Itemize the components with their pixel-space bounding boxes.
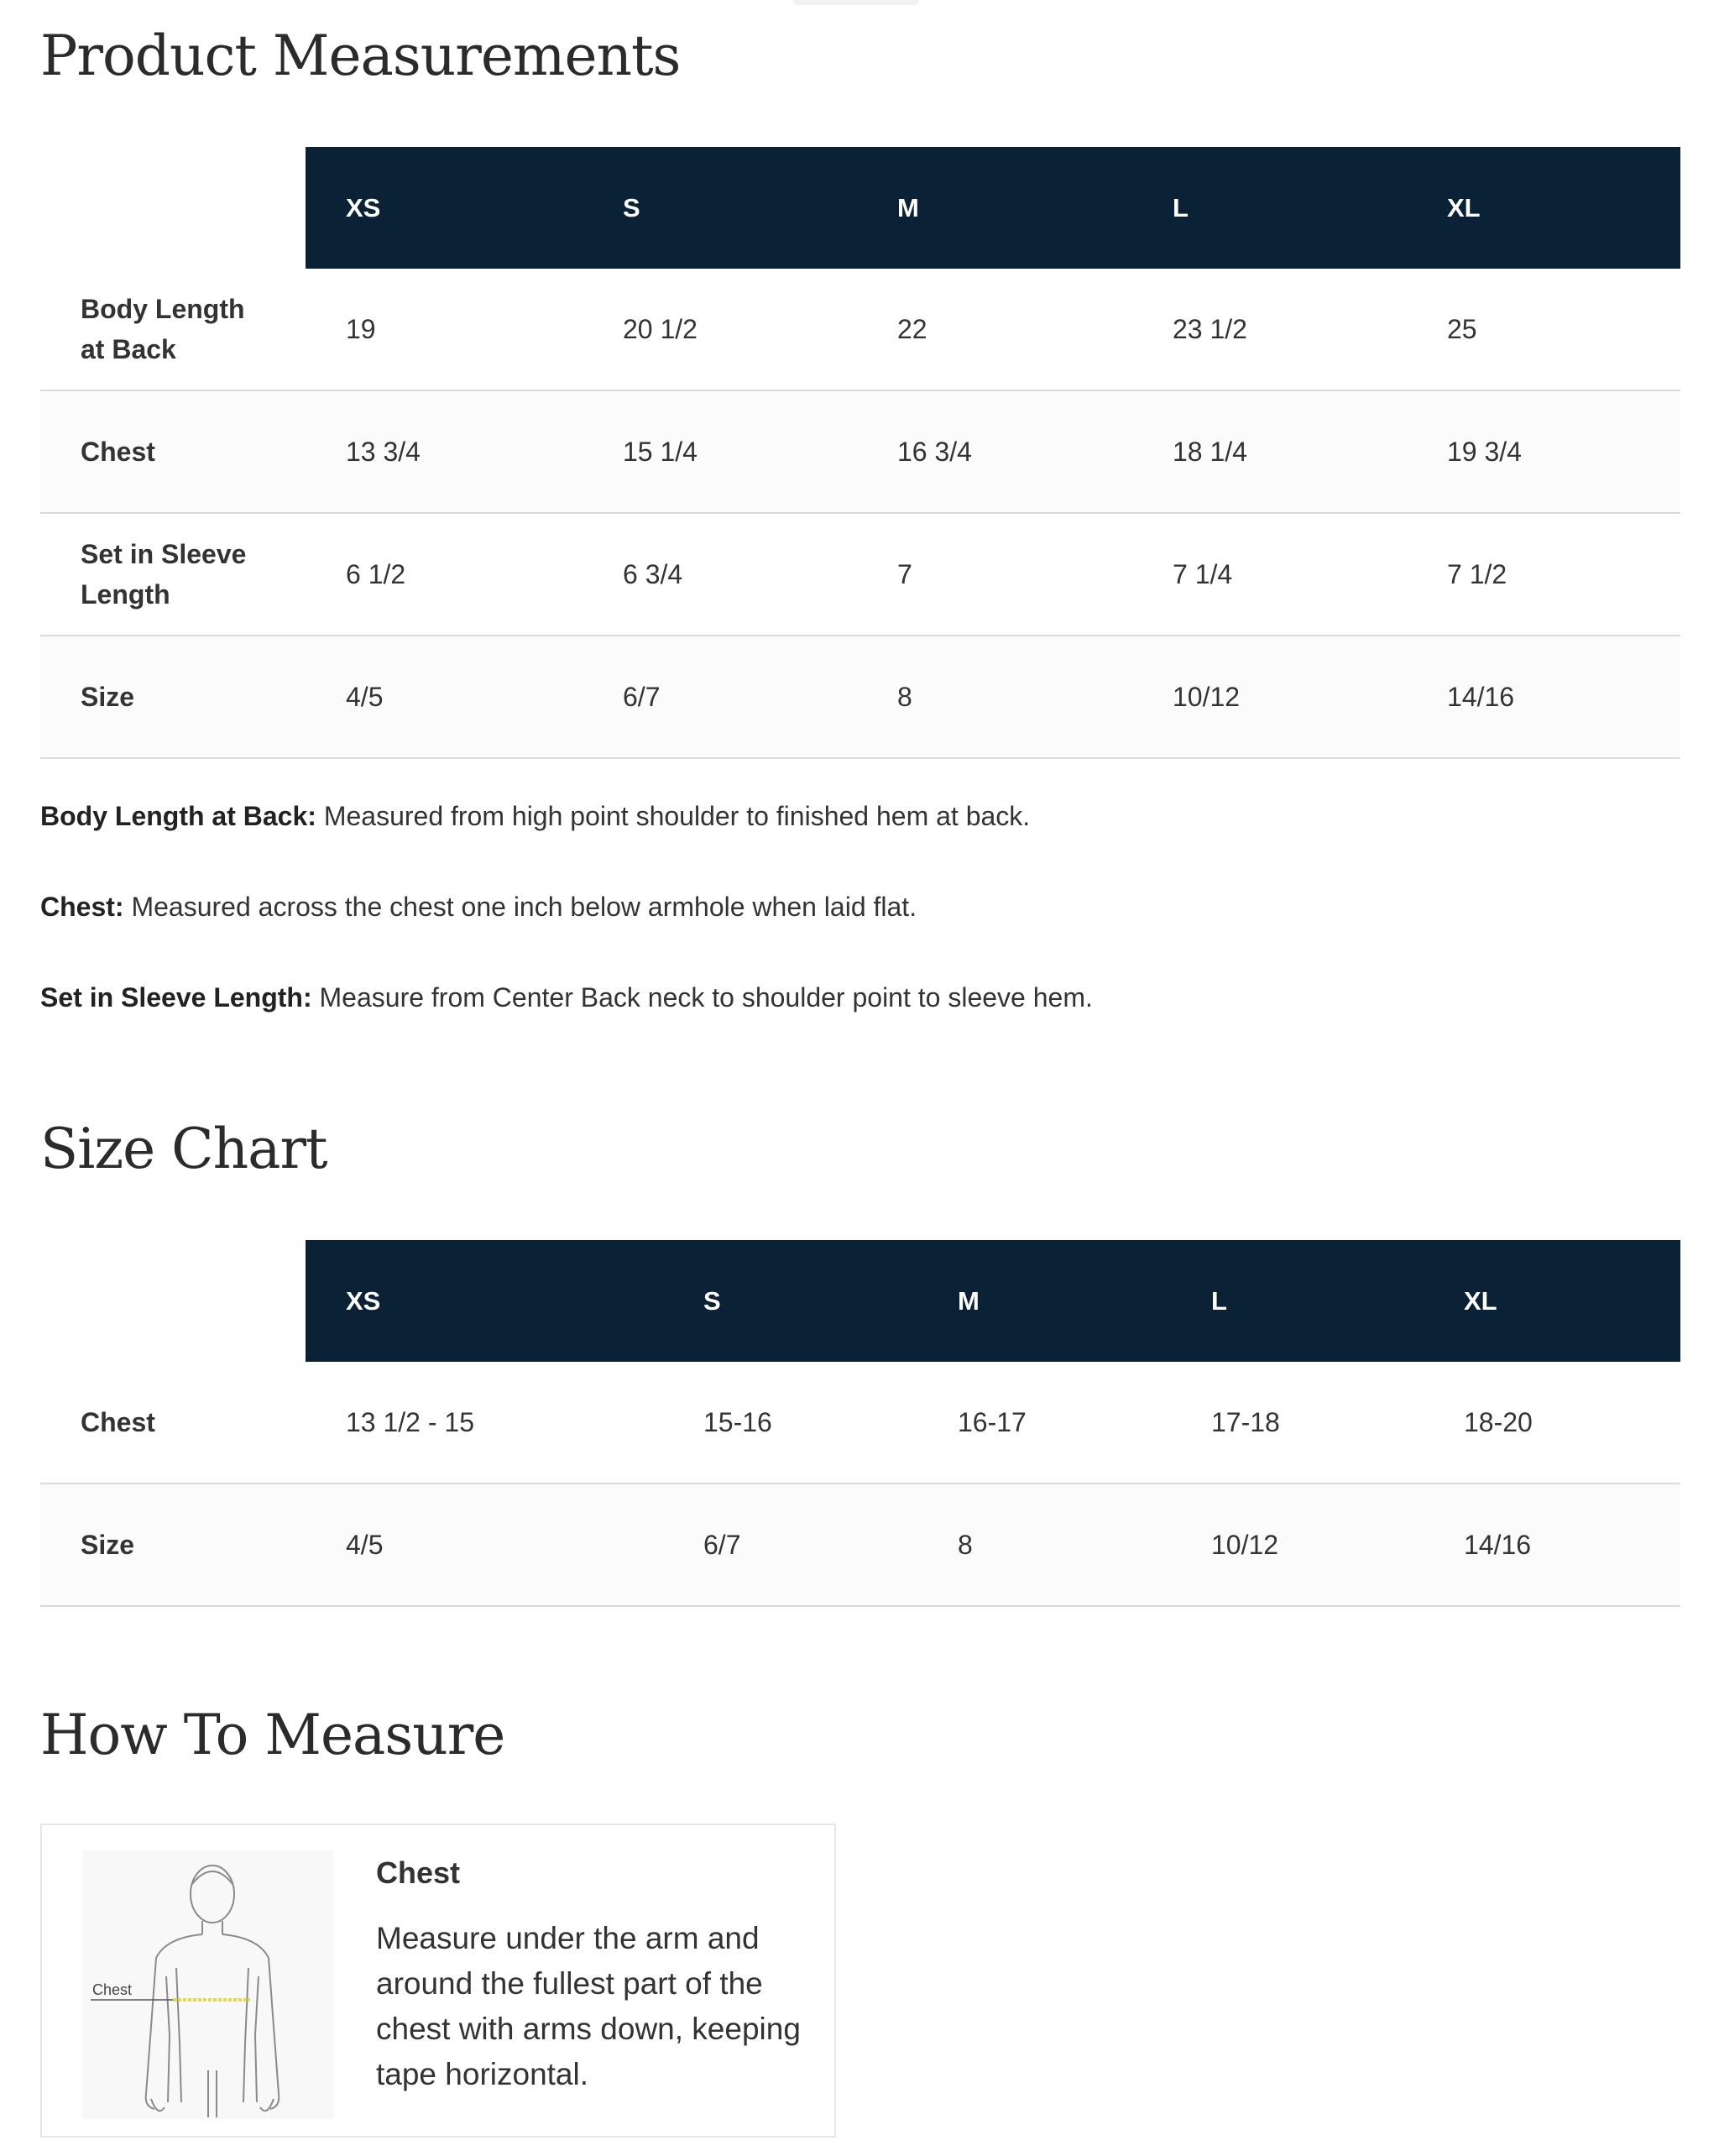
row-label-size: Size bbox=[81, 1530, 135, 1560]
size-header-s: S bbox=[583, 147, 857, 269]
size-header-xs: XS bbox=[306, 1240, 663, 1362]
table-cell: 4/5 bbox=[346, 681, 384, 712]
table-row bbox=[40, 269, 1680, 390]
table-cell: 7 bbox=[897, 558, 912, 589]
header-corner bbox=[40, 147, 306, 269]
table-cell: 25 bbox=[1447, 313, 1477, 344]
size-header-xl: XL bbox=[1424, 1240, 1680, 1362]
table-cell: 20 1/2 bbox=[623, 313, 698, 344]
size-chart-title: Size Chart bbox=[40, 1117, 327, 1181]
table-row bbox=[40, 636, 1680, 758]
header-row bbox=[40, 147, 1680, 269]
note-sleeve-length bbox=[40, 979, 1680, 1016]
note-text: Measure from Center Back neck to shoulder point to sleeve hem. bbox=[311, 982, 1093, 1013]
table-cell: 19 bbox=[346, 313, 376, 344]
note-body-length bbox=[40, 798, 1680, 835]
row-label-text: Set in Sleeve Length bbox=[81, 539, 247, 610]
row-label-chest: Chest bbox=[81, 437, 155, 467]
size-header-s: S bbox=[663, 1240, 917, 1362]
note-term: Body Length at Back: bbox=[40, 801, 316, 831]
table-cell: 8 bbox=[958, 1529, 973, 1560]
body-outline-icon bbox=[82, 1850, 334, 2119]
table-cell: 7 1/2 bbox=[1447, 558, 1507, 589]
note-text: Measured across the chest one inch below armhole when laid flat. bbox=[123, 892, 917, 922]
figure-label: Chest bbox=[92, 1981, 133, 1998]
table-row bbox=[40, 1484, 1680, 1606]
table-cell: 13 3/4 bbox=[346, 436, 421, 467]
chest-measure-card bbox=[40, 1824, 836, 2138]
table-cell: 15-16 bbox=[703, 1406, 772, 1437]
card-description: Measure under the arm and around the fullest part of the chest with arms down, keeping tape horizontal. bbox=[376, 1921, 801, 2091]
table-cell: 23 1/2 bbox=[1173, 313, 1247, 344]
header-row bbox=[40, 1240, 1680, 1362]
table-cell: 16 3/4 bbox=[897, 436, 972, 467]
row-label-chest: Chest bbox=[81, 1407, 155, 1437]
chest-figure bbox=[82, 1850, 334, 2119]
row-label-text: Body Length at Back bbox=[81, 294, 245, 364]
table-cell: 6/7 bbox=[703, 1529, 741, 1560]
table-cell: 18-20 bbox=[1464, 1406, 1533, 1437]
table-cell: 10/12 bbox=[1211, 1529, 1279, 1560]
table-cell: 6 1/2 bbox=[346, 558, 406, 589]
table-cell: 14/16 bbox=[1447, 681, 1515, 712]
top-tab-handle bbox=[793, 0, 919, 5]
table-cell: 16-17 bbox=[958, 1406, 1027, 1437]
note-term: Set in Sleeve Length: bbox=[40, 982, 312, 1013]
note-chest bbox=[40, 888, 1680, 925]
table-row bbox=[40, 513, 1680, 636]
how-to-measure-title: How To Measure bbox=[40, 1703, 505, 1767]
table-cell: 8 bbox=[897, 681, 912, 712]
measurement-notes bbox=[40, 798, 1680, 1070]
product-measurements-table bbox=[40, 147, 1680, 759]
table-cell: 19 3/4 bbox=[1447, 436, 1522, 467]
size-header-m: M bbox=[917, 1240, 1171, 1362]
row-label-body-length bbox=[40, 269, 306, 390]
table-cell: 6/7 bbox=[623, 681, 661, 712]
table-cell: 15 1/4 bbox=[623, 436, 698, 467]
table-row bbox=[40, 1362, 1680, 1484]
table-cell: 22 bbox=[897, 313, 927, 344]
table-cell: 6 3/4 bbox=[623, 558, 683, 589]
table-cell: 7 1/4 bbox=[1173, 558, 1233, 589]
note-term: Chest: bbox=[40, 892, 124, 922]
table-cell: 18 1/4 bbox=[1173, 436, 1247, 467]
table-row bbox=[40, 390, 1680, 513]
size-header-xs: XS bbox=[306, 147, 583, 269]
table-cell: 17-18 bbox=[1211, 1406, 1280, 1437]
table-cell: 14/16 bbox=[1464, 1529, 1532, 1560]
size-header-l: L bbox=[1132, 147, 1407, 269]
size-header-l: L bbox=[1171, 1240, 1424, 1362]
note-text: Measured from high point shoulder to finished hem at back. bbox=[316, 801, 1031, 831]
table-cell: 13 1/2 - 15 bbox=[346, 1406, 474, 1437]
row-label-sleeve-length bbox=[40, 513, 306, 636]
card-title: Chest bbox=[376, 1855, 461, 1890]
row-label-size: Size bbox=[81, 682, 135, 712]
product-measurements-title: Product Measurements bbox=[40, 24, 681, 88]
size-header-xl: XL bbox=[1407, 147, 1680, 269]
table-cell: 4/5 bbox=[346, 1529, 384, 1560]
header-corner bbox=[40, 1240, 306, 1362]
size-chart-table bbox=[40, 1240, 1680, 1607]
table-cell: 10/12 bbox=[1173, 681, 1241, 712]
size-header-m: M bbox=[857, 147, 1132, 269]
